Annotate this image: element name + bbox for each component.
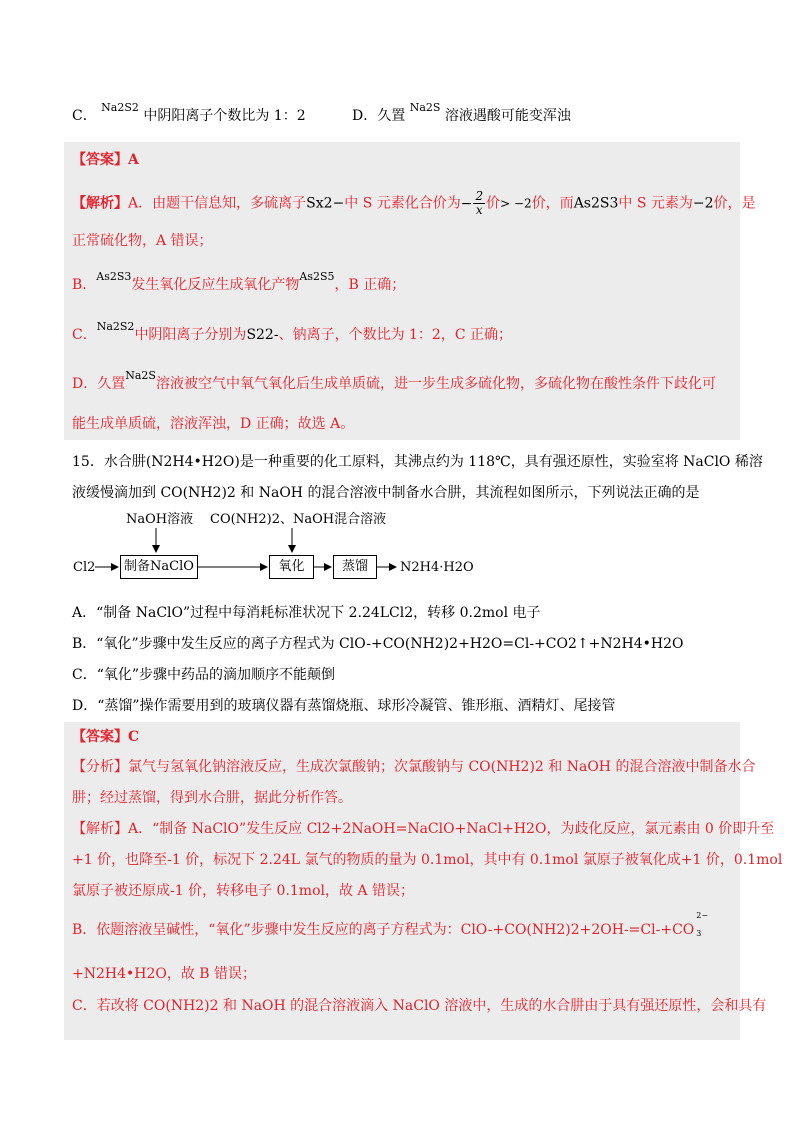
q15-option-c: C．“氧化”步骤中药品的滴加顺序不能颠倒 — [72, 667, 336, 683]
q15-jiexi-a-line1: 【解析】A．“制备 NaClO”发生反应 Cl2+2NaOH=NaClO+NaCl+H2O，为歧化反应，氯元素由 0 价即升至 — [72, 821, 775, 837]
formula-as2s3-b: As2S3 — [96, 270, 132, 283]
formula-as2s5: As2S5 — [299, 270, 335, 283]
q14-analysis-b: B．$^{As2S3}$发生氧化反应生成氧化产物$^{As2S5}$，B 正确； — [72, 270, 406, 293]
q15-stem-line1: 15．水合肼(N2H4•H2O)是一种重要的化工原料，其沸点约为 118℃，具有强还原性，实验室将 NaClO 稀溶 — [72, 454, 763, 470]
q14-analysis-c: C．$^{Na2S2}$中阴阳离子分别为S22-、钠离子，个数比为 1：2，C 正确； — [72, 320, 513, 343]
flow-input-naoh: NaOH溶液 — [126, 512, 194, 527]
q15-jiexi-a-line2: +1 价，也降至-1 价，标况下 2.24L 氯气的物质的量为 0.1mol，其中有 0.1mol 氯原子被氧化成+1 价，0.1mol — [72, 852, 783, 868]
formula-na2s: Na2S — [409, 101, 441, 114]
flow-step-distill: 蒸馏 — [333, 555, 377, 579]
polysulfide-ion: Sx2− — [306, 195, 345, 212]
q14-answer: 【答案】A — [72, 152, 139, 168]
q15-option-b: B．“氧化”步骤中发生反应的离子方程式为 ClO-+CO(NH2)2+H2O=Cl-+CO2↑+N2H4•H2O — [72, 636, 684, 652]
formula-as2s3: As2S3 — [573, 195, 619, 212]
q14-analysis-d-line1: D．久置$^{Na2S}$溶液被空气中氧气氧化后生成单质硫，进一步生成多硫化物，多硫化物在酸性条件下歧化可 — [72, 369, 716, 392]
q15-stem-line2: 液缓慢滴加到 CO(NH2)2 和 NaOH 的混合溶液中制备水合肼，其流程如图所示，下列说法正确的是 — [72, 485, 700, 501]
disulfide-ion: S22- — [246, 327, 279, 343]
q14-analysis-d-line2: 能生成单质硫，溶液浑浊，D 正确；故选 A。 — [72, 416, 355, 432]
flow-start-cl2: Cl2 — [73, 560, 96, 575]
q15-jiexi-a-line3: 氯原子被还原成-1 价，转移电子 0.1mol，故 A 错误； — [72, 883, 414, 899]
formula-na2s2-c: Na2S2 — [96, 320, 135, 333]
flow-input-urea: CO(NH2)2、NaOH混合溶液 — [210, 512, 387, 527]
q15-answer: 【答案】C — [72, 729, 140, 745]
q15-option-d: D．“蒸馏”操作需要用到的玻璃仪器有蒸馏烧瓶、球形冷凝管、锥形瓶、酒精灯、尾接管 — [72, 698, 616, 714]
fraction-2-over-x: $\frac{2}{x}$ — [475, 189, 484, 217]
flow-step-oxidation: 氧化 — [269, 555, 314, 579]
carbonate-charge: 2− — [696, 911, 709, 920]
flow-product: N2H4·H2O — [400, 560, 474, 575]
q14-analysis-a-line1: 【解析】A．由题干信息知，多硫离子Sx2−中 S 元素化合价为− $\frac{2}{x}$ 价> −2价，而As2S3中 S 元素为−2价，是 — [72, 189, 756, 217]
q14-option-c: C． $^{Na2S2}$ 中阴阳离子个数比为 1：2 — [72, 101, 306, 124]
q15-fenxi-line2: 肼；经过蒸馏，得到水合肼，据此分析作答。 — [72, 790, 352, 806]
q15-jiexi-c-line1: C．若改将 CO(NH2)2 和 NaOH 的混合溶液滴入 NaClO 溶液中，生成的水合肼由于具有强还原性，会和具有 — [72, 998, 767, 1014]
q15-jiexi-b-line1: B．依题溶液呈碱性，“氧化”步骤中发生反应的离子方程式为：ClO-+CO(NH2)2+2OH-=Cl-+CO 2− 3 — [72, 920, 706, 940]
formula-na2s-d: Na2S — [125, 369, 156, 382]
q15-option-a: A．“制备 NaClO”过程中每消耗标准状况下 2.24LCl2，转移 0.2mol 电子 — [72, 605, 541, 621]
q15-fenxi-line1: 【分析】氯气与氢氧化钠溶液反应，生成次氯酸钠；次氯酸钠与 CO(NH2)2 和 NaOH 的混合溶液中制备水合 — [72, 759, 756, 775]
q15-jiexi-b-line2: +N2H4•H2O，故 B 错误； — [72, 966, 257, 982]
flow-step-prepare: 制备NaClO — [120, 555, 198, 579]
formula-na2s2: Na2S2 — [101, 101, 139, 114]
carbonate-subscript: 3 — [696, 929, 702, 938]
q14-analysis-a-line2: 正常硫化物，A 错误； — [72, 233, 213, 249]
q14-option-d: D．久置 $^{Na2S}$ 溶液遇酸可能变浑浊 — [352, 101, 571, 124]
